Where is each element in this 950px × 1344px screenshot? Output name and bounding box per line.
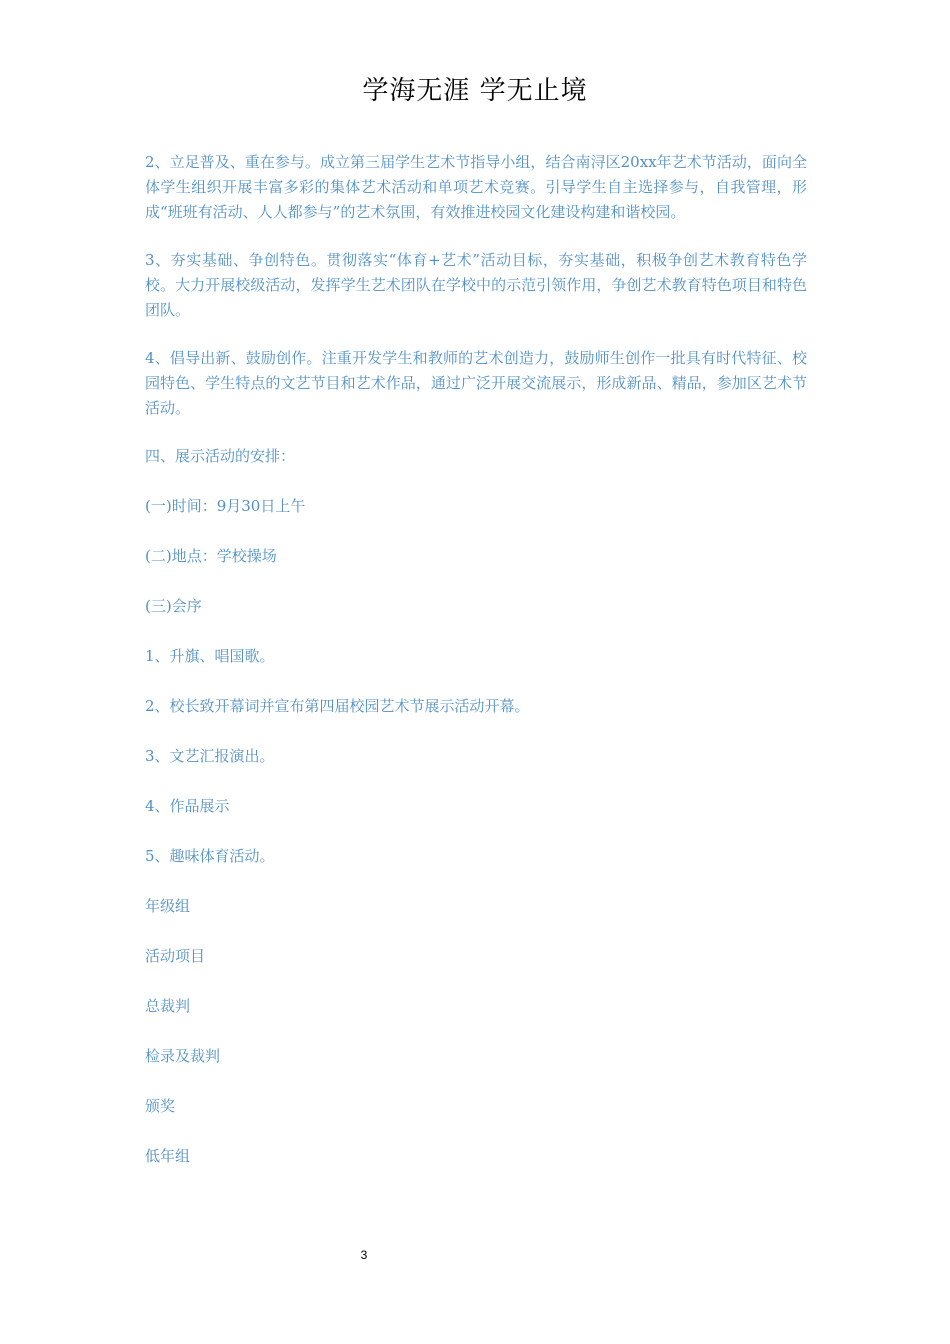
schedule-location: (二)地点：学校操场 [145,547,277,565]
table-label-awards: 颁奖 [145,1097,176,1115]
paragraph-innovation: 4、倡导出新、鼓励创作。注重开发学生和教师的艺术创造力，鼓励师生创作一批具有时代特征、校园特色、学生特点的文艺节目和艺术作品，通过广泛开展交流展示，形成新品、精品，参加区艺术节活动。 [145,349,807,417]
agenda-item: 2、校长致开幕词并宣布第四届校园艺术节展示活动开幕。 [145,697,530,715]
schedule-time: (一)时间：9月30日上午 [145,497,306,515]
agenda-item: 1、升旗、唱国歌。 [145,647,275,665]
page-number: 3 [360,1248,368,1262]
table-label-grade: 年级组 [145,897,191,915]
agenda-item: 3、文艺汇报演出。 [145,747,275,765]
document-body [145,150,807,1169]
section-heading-schedule: 四、展示活动的安排： [145,447,296,465]
schedule-agenda-heading: (三)会序 [145,597,202,615]
paragraph-foundation: 3、夯实基础、争创特色。贯彻落实“体育+艺术”活动目标，夯实基础，积极争创艺术教育特色学校。大力开展校级活动，发挥学生艺术团队在学校中的示范引领作用，争创艺术教育特色项目和特色团队。 [145,251,807,319]
paragraph-participation: 2、立足普及、重在参与。成立第三届学生艺术节指导小组，结合南浔区20xx年艺术节活动，面向全体学生组织开展丰富多彩的集体艺术活动和单项艺术竞赛。引导学生自主选择参与，自我管理，形成“班班有活动、人人都参与”的艺术氛围，有效推进校园文化建设构建和谐校园。 [145,153,807,221]
table-label-chief-judge: 总裁判 [145,997,191,1015]
agenda-item: 5、趣味体育活动。 [145,847,275,865]
table-label-activity: 活动项目 [145,947,206,965]
table-label-lower-grades: 低年组 [145,1147,191,1165]
agenda-item: 4、作品展示 [145,797,230,815]
table-label-checkin-judge: 检录及裁判 [145,1047,221,1065]
page-header-title: 学海无涯 学无止境 [362,76,588,106]
